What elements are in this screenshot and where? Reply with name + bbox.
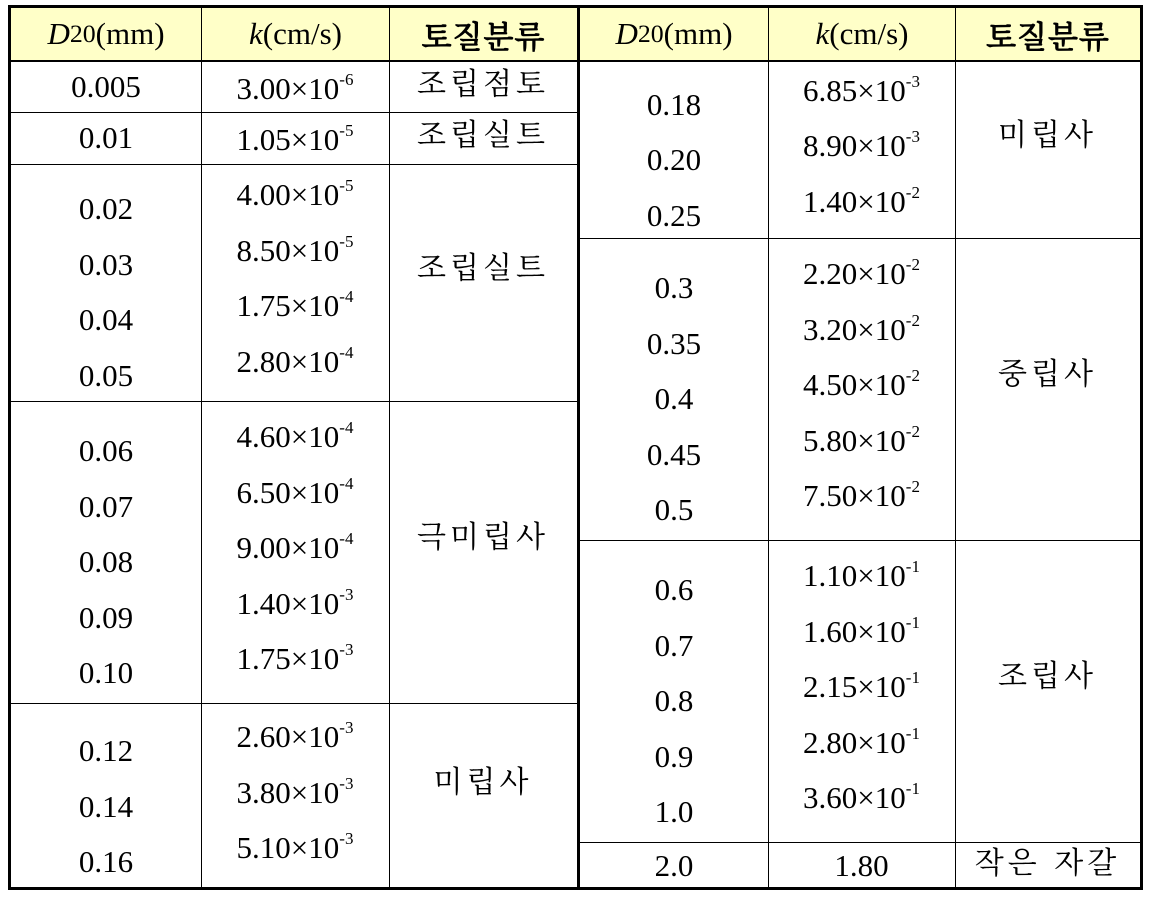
- d20-value: 0.07: [78, 488, 134, 524]
- d20-value: 0.4: [654, 381, 694, 416]
- k-value: [201, 641, 389, 674]
- k-exponent: -4: [339, 342, 354, 362]
- k-mantissa: 1.75×10: [236, 641, 340, 676]
- k-mantissa: 2.80×10: [236, 343, 340, 379]
- k-exponent: -1: [905, 668, 920, 687]
- soil-class: 조립실트: [417, 250, 549, 286]
- k-mantissa: 3.60×10: [803, 780, 906, 815]
- k-exponent: -1: [905, 612, 920, 632]
- k-exponent: -3: [339, 640, 354, 659]
- k-mantissa: 1.10×10: [803, 558, 906, 593]
- k-value: [768, 256, 955, 289]
- d20-value: 0.04: [78, 302, 134, 338]
- k-value: [201, 830, 389, 863]
- k-exponent: -2: [905, 182, 920, 202]
- soil-class: 미립사: [998, 118, 1097, 153]
- d20-value: 0.06: [78, 433, 134, 468]
- group-divider: [11, 703, 577, 704]
- k-mantissa: 5.80×10: [803, 422, 906, 458]
- d20-value: 0.20: [646, 142, 702, 177]
- k-mantissa: 4.50×10: [803, 367, 906, 402]
- group-divider: [11, 401, 577, 402]
- header-row: [11, 8, 577, 62]
- d20-value: 0.03: [78, 246, 134, 282]
- k-exponent: -3: [339, 584, 354, 604]
- k-exponent: -3: [339, 718, 354, 737]
- soil-class: 조립실트: [417, 118, 549, 153]
- column-divider: [955, 62, 956, 887]
- d20-value: 1.0: [654, 794, 694, 829]
- k-value: [768, 478, 955, 511]
- k-value: [201, 71, 389, 104]
- k-value: [201, 233, 389, 266]
- header-soil-class: 토질분류: [389, 8, 577, 60]
- k-unit: (cm/s): [829, 16, 909, 51]
- k-symbol: k: [249, 16, 263, 51]
- k-exponent: -4: [339, 418, 354, 437]
- k-exponent: -3: [905, 127, 920, 146]
- d20-value: 0.18: [646, 86, 702, 122]
- header-d20: [580, 8, 768, 60]
- d20-value: 0.16: [78, 844, 134, 879]
- d20-value: 0.45: [646, 436, 702, 472]
- table-right-half: [577, 8, 1140, 887]
- k-value: [768, 312, 955, 345]
- k-value: [201, 344, 389, 377]
- d20-value: 0.8: [654, 683, 694, 718]
- d20-value: 0.12: [78, 733, 134, 768]
- d20-value: 0.01: [78, 120, 134, 155]
- table-left-half: [11, 8, 577, 887]
- k-value: [201, 176, 389, 213]
- d20-value: 0.14: [78, 788, 134, 824]
- k-mantissa: 3.20×10: [803, 311, 906, 347]
- k-mantissa: 3.80×10: [236, 774, 340, 810]
- k-exponent: -1: [905, 779, 920, 798]
- k-exponent: -3: [339, 773, 354, 793]
- right-body: [580, 62, 1140, 887]
- d20-value: 0.10: [78, 655, 134, 690]
- k-value: [201, 475, 389, 508]
- soil-class: 미립사: [433, 764, 533, 800]
- k-value: [201, 775, 389, 808]
- d-unit: (mm): [663, 16, 733, 51]
- d-symbol: D: [47, 16, 70, 51]
- k-mantissa: 4.60×10: [236, 419, 340, 454]
- k-value: [201, 530, 389, 563]
- k-exponent: -2: [905, 255, 920, 274]
- d20-value: 0.09: [78, 599, 134, 635]
- d-unit: (mm): [95, 16, 165, 51]
- k-value: [768, 367, 955, 400]
- column-divider: [389, 62, 390, 887]
- k-mantissa: 5.10×10: [236, 830, 340, 865]
- k-mantissa: 3.00×10: [236, 71, 340, 106]
- k-value: [768, 669, 955, 702]
- k-mantissa: 9.00×10: [236, 530, 340, 565]
- k-exponent: -2: [905, 477, 920, 496]
- soil-class: 조립사: [998, 659, 1097, 694]
- k-value: [768, 725, 955, 758]
- d20-value: 0.35: [646, 325, 702, 361]
- k-mantissa: 1.60×10: [803, 613, 906, 649]
- d20-value: 0.6: [654, 572, 694, 607]
- k-mantissa: 2.60×10: [236, 719, 340, 754]
- group-divider: [11, 112, 577, 113]
- k-exponent: -5: [339, 121, 354, 140]
- k-mantissa: 2.15×10: [803, 669, 906, 704]
- k-mantissa: 7.50×10: [803, 478, 906, 513]
- k-value: [768, 423, 955, 456]
- d20-value: 0.25: [646, 197, 702, 233]
- k-exponent: -4: [339, 287, 354, 307]
- k-value: [201, 287, 389, 324]
- d20-value: 0.05: [78, 357, 134, 393]
- k-unit: (cm/s): [262, 16, 342, 51]
- group-divider: [580, 842, 1140, 843]
- header-d20: [11, 8, 201, 60]
- k-value: [768, 184, 955, 217]
- k-exponent: -6: [339, 70, 354, 89]
- k-value: [768, 73, 955, 106]
- d-subscript: 20: [69, 19, 96, 48]
- k-symbol: k: [815, 16, 830, 51]
- soil-class: 작은 자갈: [974, 846, 1121, 881]
- soil-class: 중립사: [998, 357, 1097, 392]
- group-divider: [580, 238, 1140, 239]
- soil-class: 극미립사: [417, 520, 549, 555]
- k-mantissa: 8.50×10: [236, 232, 340, 268]
- k-exponent: -2: [905, 366, 920, 385]
- k-value: [768, 614, 955, 647]
- k-exponent: -1: [905, 723, 920, 743]
- header-k: [768, 8, 955, 60]
- d20-value: 0.02: [78, 191, 134, 227]
- header-soil-class: 토질분류: [955, 8, 1140, 60]
- k-exponent: -3: [339, 829, 354, 848]
- k-exponent: -2: [905, 310, 920, 330]
- k-value: [201, 719, 389, 752]
- d20-value: 0.5: [654, 492, 694, 527]
- k-mantissa: 1.05×10: [236, 122, 340, 157]
- k-mantissa: 1.75×10: [236, 288, 340, 324]
- k-exponent: -3: [905, 71, 920, 91]
- k-value: [201, 586, 389, 619]
- header-row: [580, 8, 1140, 62]
- k-mantissa: 1.40×10: [236, 585, 340, 621]
- d20-value: 0.9: [654, 738, 694, 774]
- k-value: [201, 419, 389, 452]
- d20-value: 0.7: [654, 627, 694, 663]
- d-symbol: D: [615, 16, 638, 51]
- d20-value: 0.005: [71, 69, 141, 104]
- d-subscript: 20: [637, 19, 664, 48]
- d20-value: 0.3: [654, 270, 694, 305]
- k-mantissa: 4.00×10: [236, 177, 340, 213]
- d20-value: 2.0: [654, 848, 694, 883]
- k-mantissa: 2.20×10: [803, 256, 906, 291]
- k-mantissa: 1.40×10: [803, 183, 906, 219]
- soil-class: 조립점토: [417, 67, 549, 102]
- k-value: [201, 122, 389, 155]
- k-value: [768, 850, 955, 881]
- k-mantissa: 6.85×10: [803, 72, 906, 108]
- permeability-table: [8, 5, 1143, 890]
- k-value: [768, 128, 955, 161]
- group-divider: [11, 164, 577, 165]
- left-body: [11, 62, 577, 887]
- k-exponent: -4: [339, 529, 354, 548]
- k-exponent: -5: [339, 231, 354, 251]
- k-mantissa: 1.80: [834, 848, 889, 883]
- k-mantissa: 6.50×10: [236, 474, 340, 510]
- k-exponent: -5: [339, 176, 354, 196]
- group-divider: [580, 540, 1140, 541]
- k-exponent: -4: [339, 473, 354, 493]
- d20-value: 0.08: [78, 544, 134, 579]
- k-value: [768, 558, 955, 591]
- k-exponent: -1: [905, 557, 920, 576]
- k-mantissa: 2.80×10: [803, 724, 906, 760]
- k-value: [768, 780, 955, 813]
- k-exponent: -2: [905, 421, 920, 441]
- k-mantissa: 8.90×10: [803, 128, 906, 163]
- header-k: [201, 8, 389, 60]
